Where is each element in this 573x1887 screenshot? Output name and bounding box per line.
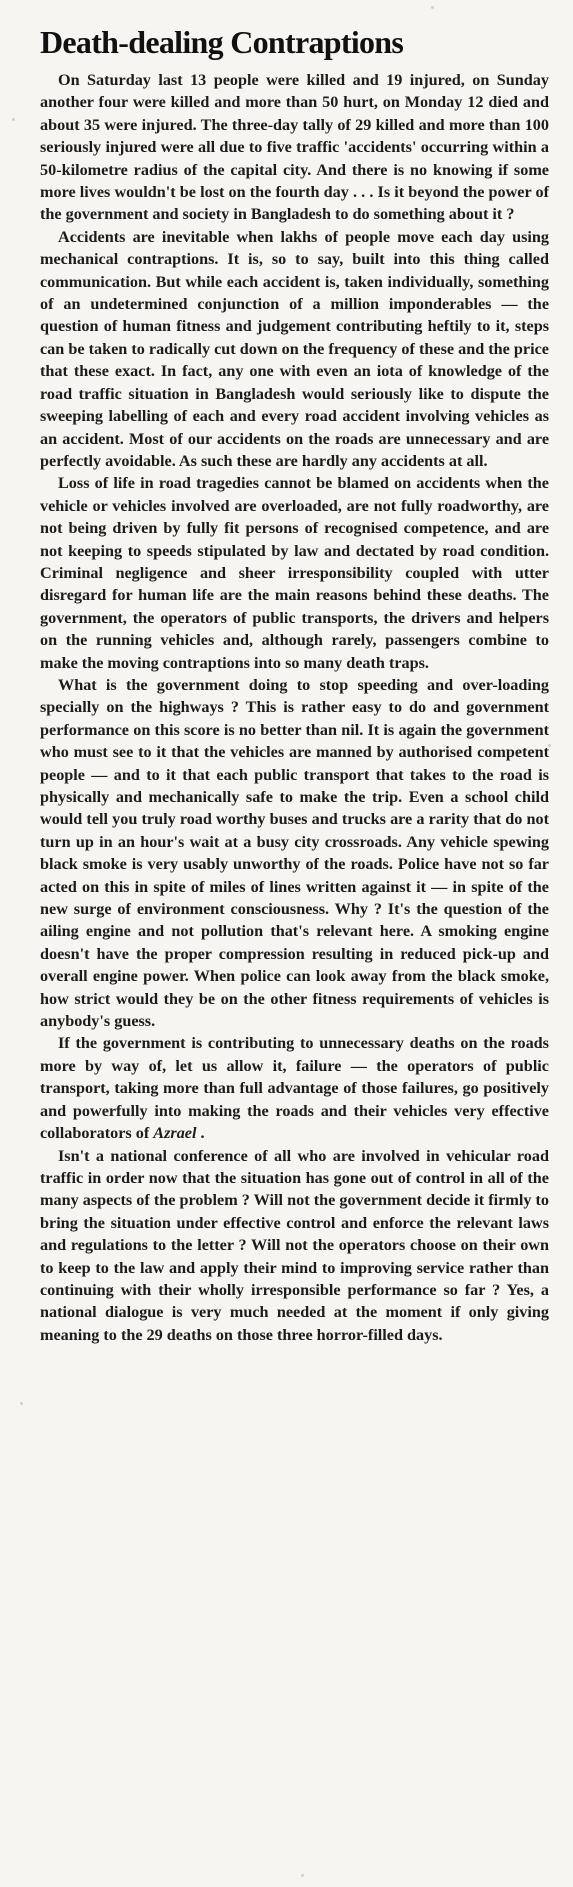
italic-name: Azrael [153,1124,197,1143]
article-body [40,69,549,1346]
paragraph-5 [40,1032,549,1144]
paragraph-6: Isn't a national conference of all who are involved in vehicular road traffic in order now that the situation has gone out of control in all of the many aspects of the problem ? Will not the government decide it firmly to bring the situation under effective control and enforce the relevant laws and regulations to the letter ? Will not the operators choose on their own to keep to the law and apply their mind to improving service rather than continuing with their wholly irresponsible performance so far ? Yes, a national dialogue is very much needed at the moment if only giving meaning to the 29 deaths on those three horror-filled days. [40,1146,549,1344]
scan-speck [548,744,551,747]
scan-speck [12,118,15,121]
scan-speck [431,6,434,9]
scan-speck [301,1874,304,1877]
paragraph-2: Accidents are inevitable when lakhs of people move each day using mechanical contraptions. It is, so to say, built into this thing called communication. But while each accident is, taken individually, something of an undetermined conjunction of a million imponderables — the question of human fitness and judgement contributing heftily to it, steps can be taken to radically cut down on the frequency of these and the price that these exact. In fact, any one with even an iota of knowledge of the road traffic situation in Bangladesh would seriously like to dispute the sweeping labelling of each and every road accident involving vehicles as an accident. Most of our accidents on the roads are unnecessary and are perfectly avoidable. As such these are hardly any accidents at all. [40,227,549,470]
scan-speck [20,1402,23,1405]
headline: Death-dealing Contraptions [40,24,404,60]
paragraph-3: Loss of life in road tragedies cannot be blamed on accidents when the vehicle or vehicles involved are overloaded, are not fully roadworthy, are not being driven by fully fit persons of recognised competence, and are not keeping to speeds stipulated by law and dectated by road condition. Criminal negligence and sheer irresponsibility coupled with utter disregard for human life are the main reasons behind these deaths. The government, the operators of public transports, the drivers and helpers on the running vehicles and, although rarely, passengers combine to make the moving contraptions into so many death traps. [40,474,549,672]
paragraph-4: What is the government doing to stop speeding and over-loading specially on the highways ? This is rather easy to do and government performance on this score is no better than nil. It is again the government who must see to it that the vehicles are manned by authorised competent people — and to it that each public transport that takes to the road is physically and mechanically safe to make the trip. Even a school child would tell you truly road worthy buses and trucks are a rarity that do not turn up in an hour's wait at a busy city crossroads. Any vehicle spewing black smoke is very usably unworthy of the roads. Police have not so far acted on this in spite of miles of lines written against it — in spite of the new surge of environment consciousness. Why ? It's the question of the ailing engine and not pollution that's relevant here. A smoking engine doesn't have the proper compression resulting in reduced pick-up and overall engine power. When police can look away from the black smoke, how strict would they be on the other fitness requirements of vehicles is anybody's guess. [40,675,549,1031]
paragraph-5-text: If the government is contributing to unnecessary deaths on the roads more by way of, let us allow it, failure — the operators of public transport, taking more than full advantage of those failures, go positively and powerfully into making the roads and their vehicles very effective collaborators of [40,1034,549,1143]
italic-name-suffix: . [196,1124,205,1143]
paragraph-1: On Saturday last 13 people were killed and 19 injured, on Sunday another four were killed and more than 50 hurt, on Monday 12 died and about 35 were injured. The three-day tally of 29 killed and more than 100 seriously injured were all due to five traffic 'accidents' occurring within a 50-kilometre radius of the capital city. And there is no knowing if some more lives wouldn't be lost on the fourth day . . . Is it beyond the power of the government and society in Bangladesh to do something about it ? [40,71,549,224]
